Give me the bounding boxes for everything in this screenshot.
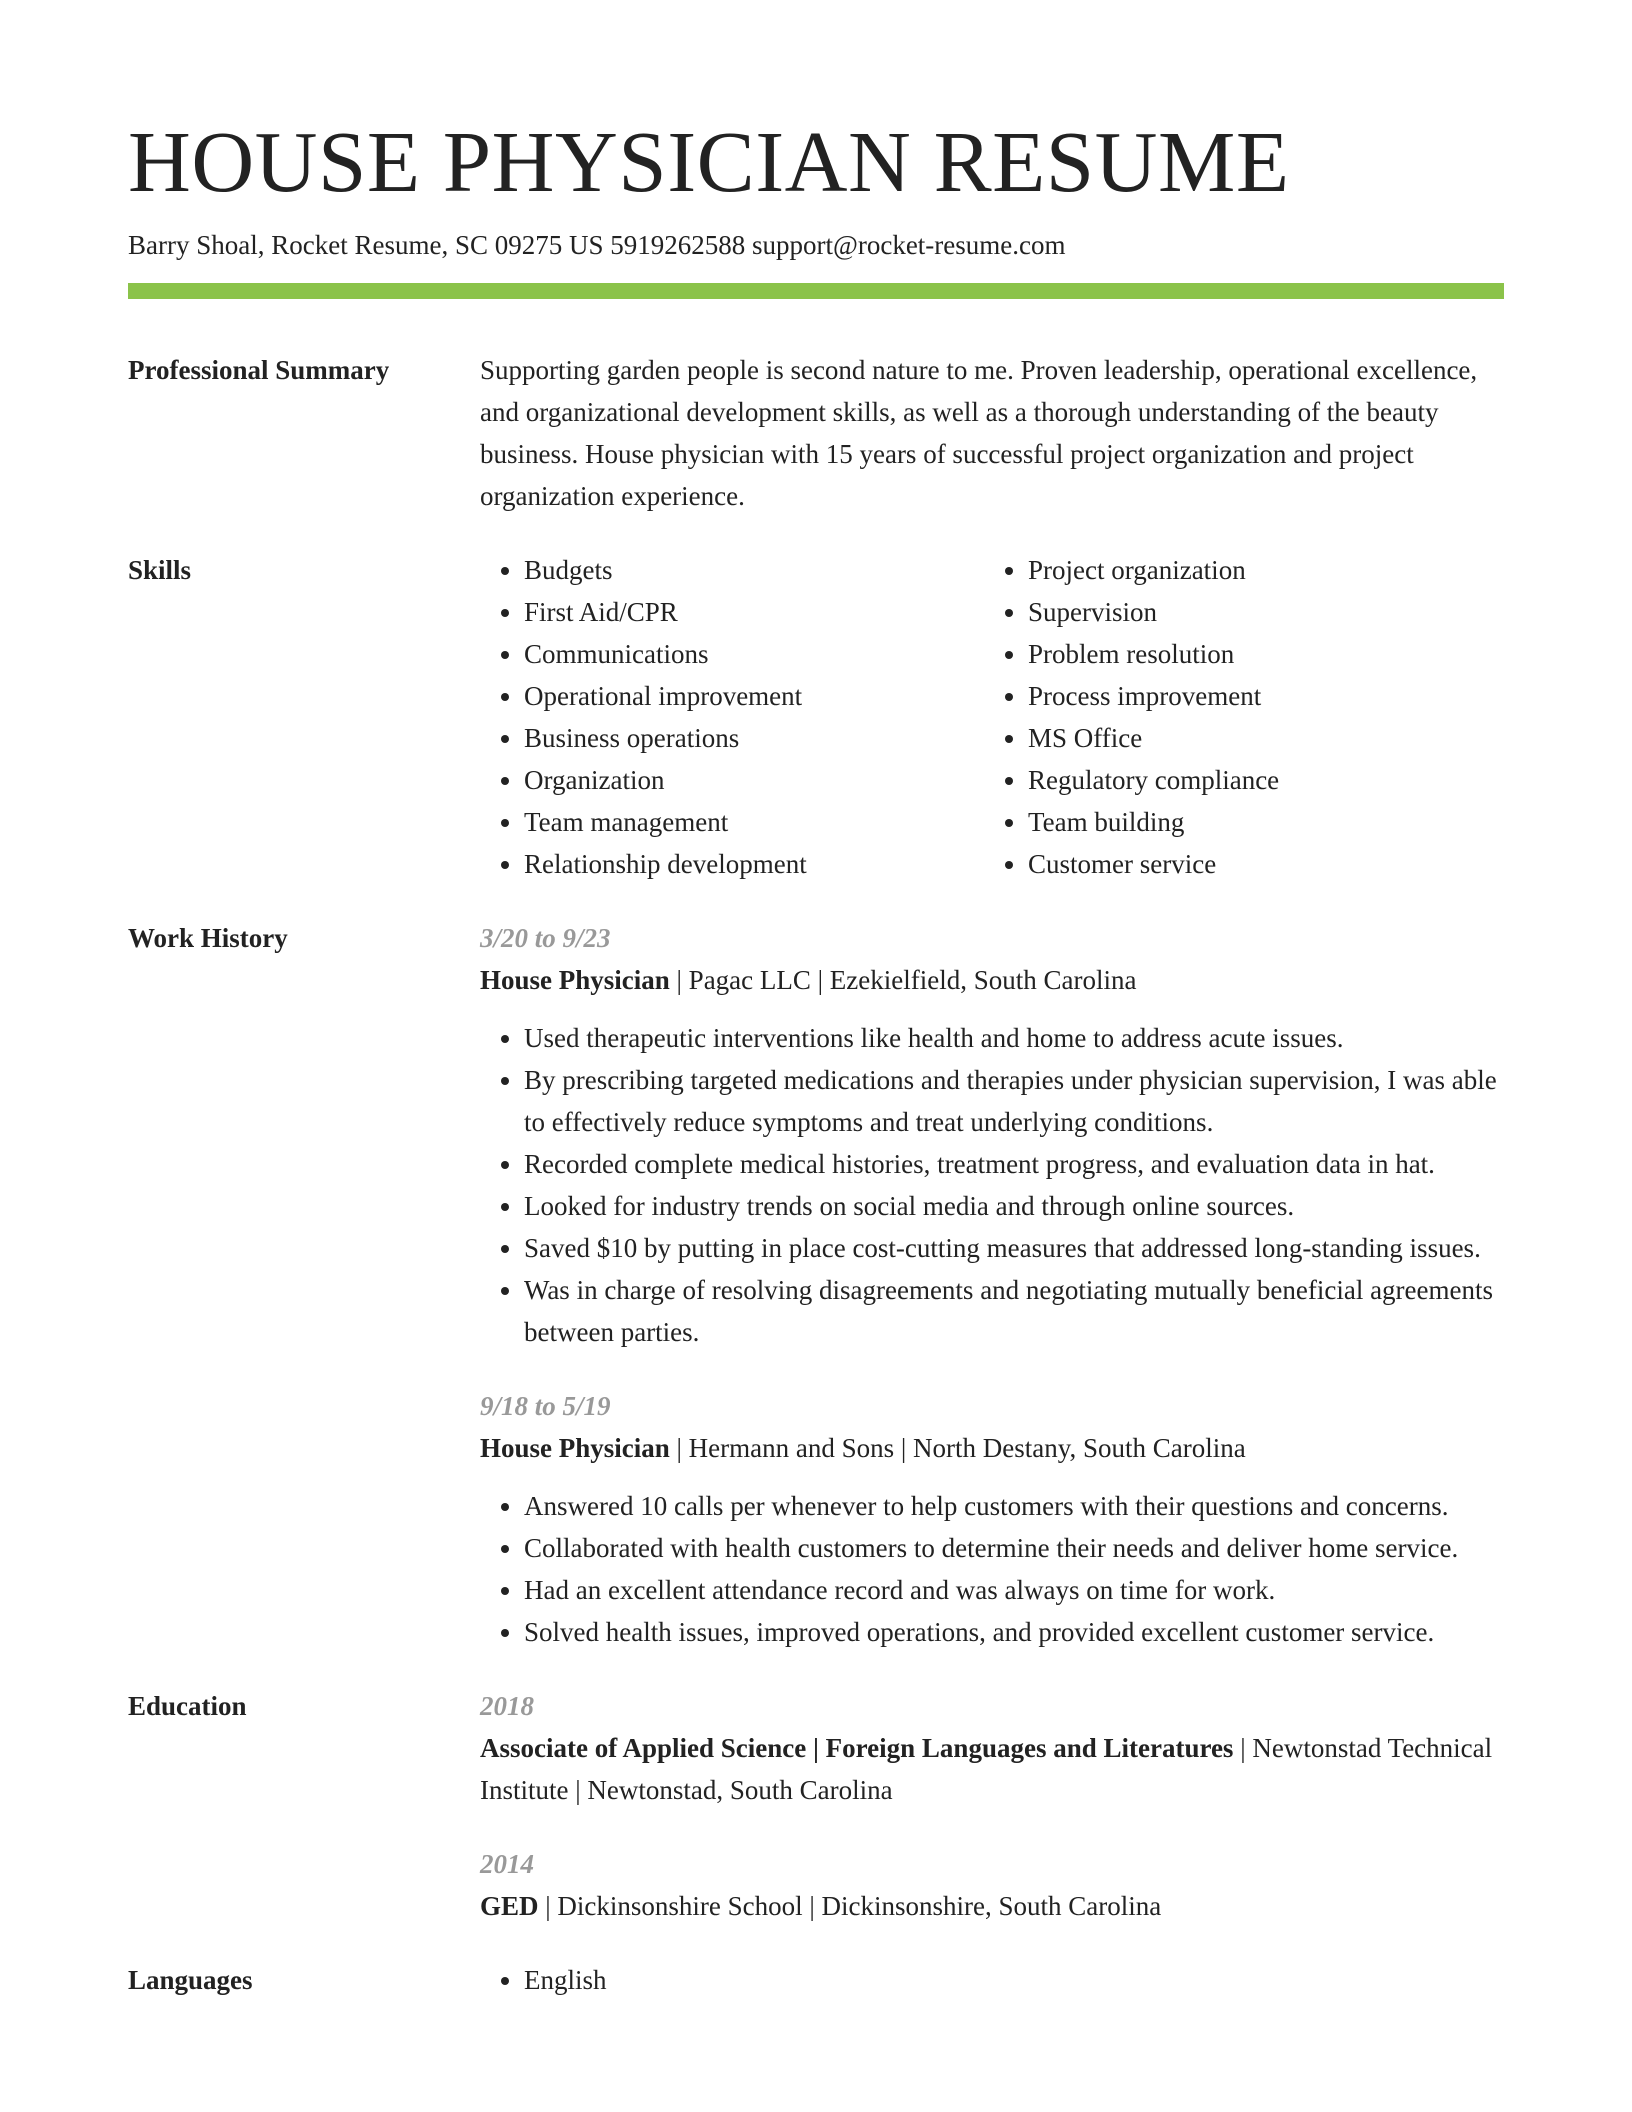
accent-divider [128, 283, 1504, 299]
skills-body [480, 549, 1504, 885]
section-label: Professional Summary [128, 355, 390, 386]
job-dates: 3/20 to 9/23 [480, 923, 611, 954]
resume-title: HOUSE PHYSICIAN RESUME [128, 113, 1290, 210]
job-bullet: • By prescribing targeted medications and therapies under physician supervision, I was able to effectively reduce symptoms and treat underlying conditions. [524, 1059, 1504, 1143]
section-label: Skills [128, 555, 192, 586]
skill-item: • MS Office [1028, 717, 1488, 759]
work-history-body [480, 917, 1504, 1653]
skill-item: • Operational improvement [524, 675, 984, 717]
job-bullet-list [480, 1485, 1504, 1653]
education-section [128, 1685, 1504, 1927]
education-year: 2018 [480, 1691, 534, 1722]
languages-body [480, 1959, 1504, 2001]
education-degree: Associate of Applied Science | Foreign Languages and Literatures [480, 1733, 1234, 1764]
education-body [480, 1685, 1504, 1927]
job-bullet: • Looked for industry trends on social media and through online sources. [524, 1185, 1504, 1227]
skills-list-right [984, 549, 1488, 885]
skill-item: • Communications [524, 633, 984, 675]
skill-item: • Customer service [1028, 843, 1488, 885]
languages-list [480, 1959, 1504, 2001]
job-title: House Physician [480, 1433, 670, 1464]
skill-item: • Team building [1028, 801, 1488, 843]
education-details: | Dickinsonshire School | Dickinsonshire, South Carolina [538, 1891, 1162, 1922]
skill-item: • Organization [524, 759, 984, 801]
skill-item: • Team management [524, 801, 984, 843]
skill-item: • Project organization [1028, 549, 1488, 591]
skill-item: • Business operations [524, 717, 984, 759]
work-history-section [128, 917, 1504, 1653]
job-title: House Physician [480, 965, 670, 996]
education-entry [480, 1843, 1504, 1927]
skills-list-left [480, 549, 984, 885]
section-label: Work History [128, 923, 288, 954]
job-dates: 9/18 to 5/19 [480, 1391, 611, 1422]
job-bullet: • Collaborated with health customers to determine their needs and deliver home service. [524, 1527, 1504, 1569]
skills-column-left [480, 549, 984, 885]
job-bullet: • Recorded complete medical histories, treatment progress, and evaluation data in hat. [524, 1143, 1504, 1185]
skill-item: • Budgets [524, 549, 984, 591]
job-bullet-list [480, 1017, 1504, 1353]
resume-page [128, 113, 1504, 2001]
section-label: Languages [128, 1965, 253, 1996]
job-entry [480, 917, 1504, 1353]
skills-grid [480, 549, 1504, 885]
education-year: 2014 [480, 1849, 534, 1880]
job-bullet: • Had an excellent attendance record and was always on time for work. [524, 1569, 1504, 1611]
job-details: | Hermann and Sons | North Destany, South Carolina [669, 1433, 1246, 1464]
job-heading [480, 959, 1504, 1001]
skills-section [128, 549, 1504, 885]
skill-item: • Regulatory compliance [1028, 759, 1488, 801]
education-entry [480, 1685, 1504, 1811]
education-heading [480, 1727, 1504, 1811]
job-details: | Pagac LLC | Ezekielfield, South Carolina [669, 965, 1137, 996]
summary-text: Supporting garden people is second nature to me. Proven leadership, operational excellence, and organizational development skills, as well as a thorough understanding of the beauty business. House physician with 15 years of successful project organization and project organization experience. [480, 355, 1478, 512]
skill-item: • Process improvement [1028, 675, 1488, 717]
skill-item: • Problem resolution [1028, 633, 1488, 675]
job-bullet: • Used therapeutic interventions like health and home to address acute issues. [524, 1017, 1504, 1059]
job-bullet: • Saved $10 by putting in place cost-cutting measures that addressed long-standing issues. [524, 1227, 1504, 1269]
language-item: • English [524, 1959, 1504, 2001]
languages-section [128, 1959, 1504, 2001]
job-heading [480, 1427, 1504, 1469]
skill-item: • Supervision [1028, 591, 1488, 633]
job-bullet: • Was in charge of resolving disagreements and negotiating mutually beneficial agreements between parties. [524, 1269, 1504, 1353]
education-degree: GED [480, 1891, 539, 1922]
skills-column-right [984, 549, 1488, 885]
job-bullet: • Answered 10 calls per whenever to help customers with their questions and concerns. [524, 1485, 1504, 1527]
job-bullet: • Solved health issues, improved operations, and provided excellent customer service. [524, 1611, 1504, 1653]
summary-section [128, 349, 1504, 517]
job-entry [480, 1385, 1504, 1653]
section-label: Education [128, 1691, 247, 1722]
education-heading [480, 1885, 1504, 1927]
skill-item: • First Aid/CPR [524, 591, 984, 633]
contact-line: Barry Shoal, Rocket Resume, SC 09275 US 5919262588 support@rocket-resume.com [128, 230, 1066, 260]
education-details: | Newtonstad Technical Institute | Newtonstad, South Carolina [480, 1733, 1493, 1806]
skill-item: • Relationship development [524, 843, 984, 885]
